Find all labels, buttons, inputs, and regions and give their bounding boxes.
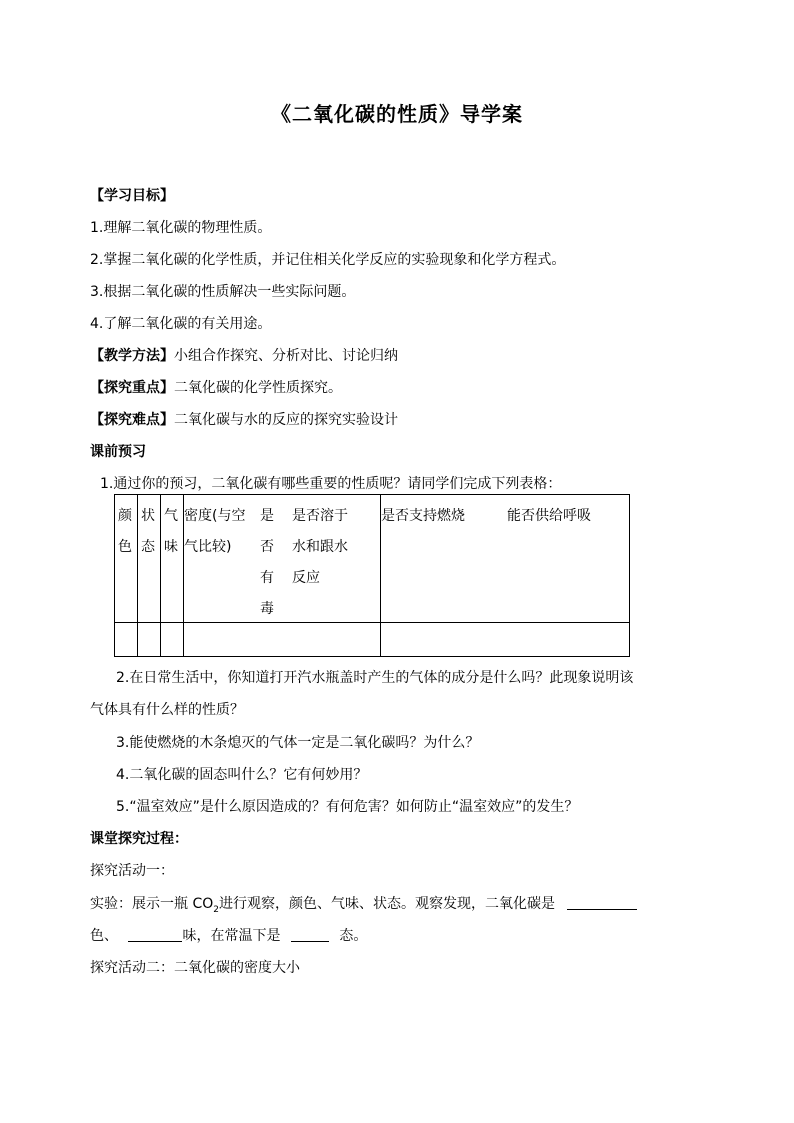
difficulty-text: 二氧化碳与水的反应的探究实验设计 — [174, 412, 398, 428]
dissolve-header — [292, 501, 378, 594]
experiment-text: 实验：展示一瓶 CO — [90, 896, 214, 912]
properties-table — [114, 494, 630, 657]
preview-question-5: 5.“温室效应”是什么原因造成的？有何危害？如何防止“温室效应”的发生？ — [116, 799, 579, 815]
header-text: 色 — [118, 539, 132, 555]
experiment-line-2 — [90, 926, 367, 946]
header-text: 气比较) — [184, 539, 232, 555]
experiment-text: 色、 — [90, 928, 118, 944]
table-header-row — [115, 495, 630, 623]
answer-cell[interactable] — [184, 623, 381, 657]
experiment-line — [90, 894, 637, 920]
table-answer-row — [115, 623, 630, 657]
objective-item: 3.根据二氧化碳的性质解决一些实际问题。 — [90, 284, 356, 300]
header-text: 反应 — [292, 570, 320, 586]
header-state — [138, 495, 161, 623]
preview-question-3: 3.能使燃烧的木条熄灭的气体一定是二氧化碳吗？为什么？ — [116, 735, 480, 751]
difficulty-label: 【探究难点】 — [90, 412, 174, 428]
answer-cell[interactable] — [138, 623, 161, 657]
method-label: 【教学方法】 — [90, 348, 174, 364]
difficulty-line — [90, 410, 398, 430]
header-text: 有 — [260, 570, 274, 586]
answer-cell[interactable] — [381, 623, 630, 657]
answer-cell[interactable] — [161, 623, 184, 657]
header-text: 毒 — [260, 601, 274, 617]
header-text: 是 — [260, 508, 274, 524]
density-header — [184, 501, 256, 563]
header-odor — [161, 495, 184, 623]
header-breath: 能否供给呼吸 — [507, 508, 591, 524]
preview-question-2-cont: 气体具有什么样的性质？ — [90, 702, 244, 718]
header-density-toxic-dissolve — [184, 495, 381, 623]
toxic-header — [256, 501, 278, 625]
header-text: 味 — [164, 539, 178, 555]
experiment-text: 味，在常温下是 — [182, 928, 281, 944]
header-text: 颜 — [118, 508, 132, 524]
experiment-text: 态。 — [339, 928, 368, 944]
header-text: 态 — [141, 539, 155, 555]
key-point-label: 【探究重点】 — [90, 380, 174, 396]
header-text: 否 — [260, 539, 274, 555]
activity-1-heading: 探究活动一： — [90, 863, 174, 879]
objective-item: 2.掌握二氧化碳的化学性质，并记住相关化学反应的实验现象和化学方程式。 — [90, 252, 566, 268]
key-point-line — [90, 378, 342, 398]
header-combustion-breath — [381, 495, 630, 623]
header-text: 气 — [164, 508, 178, 524]
header-text: 是否溶于 — [292, 508, 348, 524]
preview-question-1: 1.通过你的预习，二氧化碳有哪些重要的性质呢？请同学们完成下列表格： — [100, 476, 562, 492]
explore-heading: 课堂探究过程： — [90, 831, 188, 847]
state-answer-blank[interactable] — [291, 927, 329, 942]
header-color — [115, 495, 138, 623]
objectives-heading: 【学习目标】 — [90, 188, 174, 204]
method-text: 小组合作探究、分析对比、讨论归纳 — [174, 348, 398, 364]
key-point-text: 二氧化碳的化学性质探究。 — [174, 380, 342, 396]
experiment-text: 进行观察，颜色、气味、状态。观察发现，二氧化碳是 — [218, 896, 555, 912]
answer-cell[interactable] — [115, 623, 138, 657]
header-text: 水和跟水 — [292, 539, 348, 555]
objective-item: 4.了解二氧化碳的有关用途。 — [90, 316, 272, 332]
method-line — [90, 346, 398, 366]
activity-2-heading: 探究活动二：二氧化碳的密度大小 — [90, 960, 300, 976]
color-answer-blank[interactable] — [567, 895, 637, 910]
page-title: 《二氧化碳的性质》导学案 — [271, 102, 523, 126]
co2-subscript: 2 — [213, 904, 219, 915]
objective-item: 1.理解二氧化碳的物理性质。 — [90, 220, 272, 236]
preview-question-2: 2.在日常生活中，你知道打开汽水瓶盖时产生的气体的成分是什么吗？此现象说明该 — [116, 670, 634, 686]
header-text: 密度(与空 — [184, 508, 246, 524]
preview-question-4: 4.二氧化碳的固态叫什么？它有何妙用？ — [116, 767, 368, 783]
preview-heading: 课前预习 — [90, 444, 146, 460]
header-text: 状 — [141, 508, 155, 524]
header-combustion: 是否支持燃烧 — [381, 508, 465, 524]
odor-answer-blank[interactable] — [128, 927, 182, 942]
